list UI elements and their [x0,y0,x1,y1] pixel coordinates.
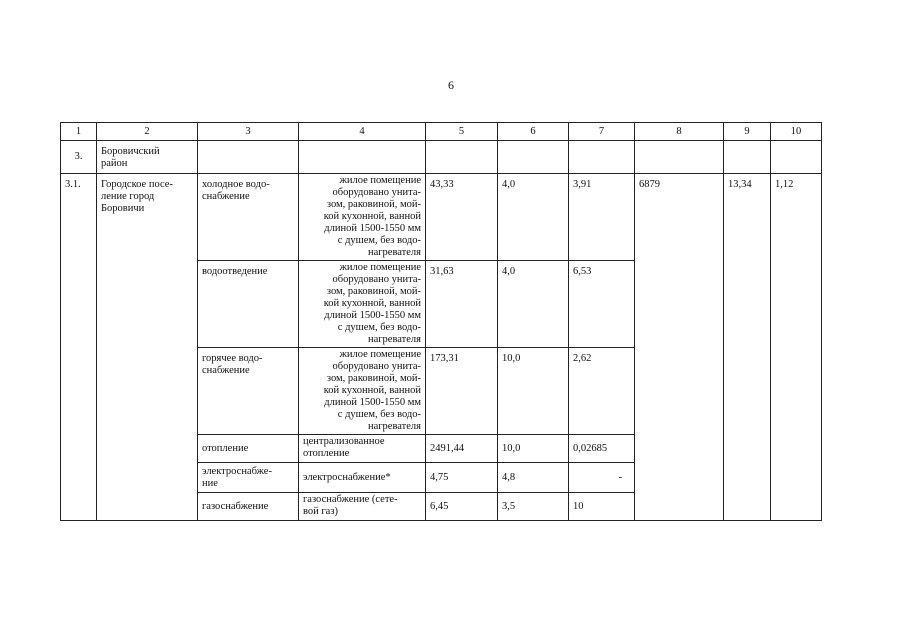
value-col5: 6,45 [426,493,498,521]
value-col5: 173,31 [426,348,498,435]
header-cell: 4 [299,123,426,141]
value-col6: 10,0 [498,435,569,463]
value-col7: 2,62 [569,348,635,435]
service-description: централизованное отопление [299,435,426,463]
region-name: Боровичский район [97,141,198,174]
header-cell: 8 [635,123,724,141]
value-col6: 3,5 [498,493,569,521]
header-cell: 5 [426,123,498,141]
header-row [61,123,822,141]
service-name: отопление [198,435,299,463]
value-col6: 4,0 [498,261,569,348]
value-col7: - [569,463,635,493]
value-col7: 0,02685 [569,435,635,463]
header-cell: 7 [569,123,635,141]
empty-cell [198,141,299,174]
empty-cell [498,141,569,174]
empty-cell [635,141,724,174]
tariff-table [60,122,822,521]
region-row [61,141,822,174]
empty-cell [569,141,635,174]
service-name: водоотведение [198,261,299,348]
value-col5: 31,63 [426,261,498,348]
empty-cell [426,141,498,174]
header-cell: 9 [724,123,771,141]
value-col5: 2491,44 [426,435,498,463]
table-row [61,174,822,261]
value-col5: 43,33 [426,174,498,261]
value-col9: 13,34 [724,174,771,521]
empty-cell [771,141,822,174]
empty-cell [724,141,771,174]
service-name: горячее водо- снабжение [198,348,299,435]
service-name: газоснабжение [198,493,299,521]
value-col7: 3,91 [569,174,635,261]
header-cell: 3 [198,123,299,141]
empty-cell [299,141,426,174]
settlement-name: Городское посе- ление город Боровичи [97,174,198,521]
value-col8: 6879 [635,174,724,521]
value-col5: 4,75 [426,463,498,493]
header-cell: 2 [97,123,198,141]
settlement-number: 3.1. [61,174,97,521]
value-col6: 4,0 [498,174,569,261]
service-name: электроснабже- ние [198,463,299,493]
service-name: холодное водо- снабжение [198,174,299,261]
header-cell: 1 [61,123,97,141]
header-cell: 6 [498,123,569,141]
service-description: жилое помещение оборудовано унита- зом, раковиной, мой- кой кухонной, ванной длиной 1500-1550 мм с душем, без водо- нагревателя [299,174,426,261]
service-description: жилое помещение оборудовано унита- зом, раковиной, мой- кой кухонной, ванной длиной 1500-1550 мм с душем, без водо- нагревателя [299,261,426,348]
region-number: 3. [61,141,97,174]
header-cell: 10 [771,123,822,141]
value-col7: 6,53 [569,261,635,348]
value-col6: 10,0 [498,348,569,435]
value-col7: 10 [569,493,635,521]
service-description: жилое помещение оборудовано унита- зом, раковиной, мой- кой кухонной, ванной длиной 1500-1550 мм с душем, без водо- нагревателя [299,348,426,435]
page-number: 6 [448,78,454,92]
value-col6: 4,8 [498,463,569,493]
service-description: электроснабжение* [299,463,426,493]
value-col10: 1,12 [771,174,822,521]
service-description: газоснабжение (сете- вой газ) [299,493,426,521]
